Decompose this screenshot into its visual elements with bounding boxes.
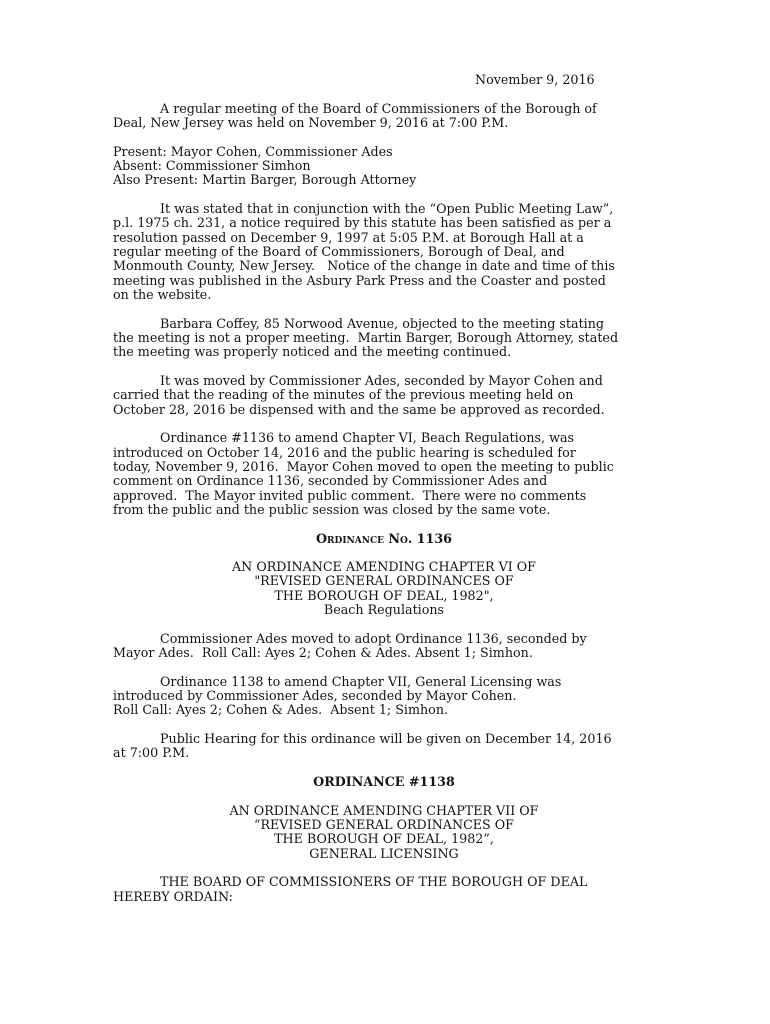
paragraph-line: Public Hearing for this ordinance will be given on December 14, 2016 [160, 731, 612, 747]
title-line: GENERAL LICENSING [309, 845, 459, 861]
paragraph-line: THE BOARD OF COMMISSIONERS OF THE BOROUGH OF DEAL [160, 874, 588, 890]
paragraph-line: meeting was published in the Asbury Park Press and the Coaster and posted [113, 272, 606, 288]
absent-line: Absent: Commissioner Simhon [113, 157, 311, 173]
paragraph-line: introduced by Commissioner Ades, seconded by Mayor Cohen. [113, 688, 517, 704]
ordinance-1136-hearing-paragraph [113, 431, 655, 517]
paragraph-line: Monmouth County, New Jersey. Notice of the change in date and time of this [113, 258, 615, 274]
paragraph-line: carried that the reading of the minutes of the previous meeting held on [113, 387, 574, 403]
heading-line: Ordinance No. 1136 [315, 530, 452, 546]
title-line: THE BOROUGH OF DEAL, 1982”, [274, 831, 494, 847]
paragraph-line: Roll Call: Ayes 2; Cohen & Ades. Absent 1; Simhon. [113, 702, 449, 718]
date-line: November 9, 2016 [475, 72, 595, 87]
paragraph-line: the meeting is not a proper meeting. Martin Barger, Borough Attorney, stated [113, 329, 619, 345]
ordinance-1136-title [113, 560, 655, 617]
paragraph-line: It was stated that in conjunction with the “Open Public Meeting Law”, [160, 200, 614, 216]
paragraph-line: A regular meeting of the Board of Commissioners of the Borough of [160, 100, 597, 116]
ordinance-1136-heading [113, 532, 655, 546]
title-line: Beach Regulations [323, 602, 445, 618]
paragraph-line: It was moved by Commissioner Ades, seconded by Mayor Cohen and [160, 372, 603, 388]
heading-line: ORDINANCE #1138 [313, 774, 455, 790]
ordinance-1138-heading [113, 775, 655, 789]
paragraph-line: approved. The Mayor invited public comment. There were no comments [113, 487, 587, 503]
paragraph-line: HEREBY ORDAIN: [113, 888, 233, 904]
ordain-paragraph [113, 875, 655, 904]
ordinance-1138-introduction-paragraph [113, 675, 655, 718]
paragraph-line: p.l. 1975 ch. 231, a notice required by this statute has been satisfied as per a [113, 215, 612, 231]
ordinance-1136-adoption-paragraph [113, 632, 655, 661]
paragraph-line: resolution passed on December 9, 1997 at 5:05 P.M. at Borough Hall at a [113, 229, 584, 245]
paragraph-line: regular meeting of the Board of Commissioners, Borough of Deal, and [113, 243, 565, 259]
paragraph-line: at 7:00 P.M. [113, 745, 190, 761]
paragraph-line: on the website. [113, 286, 212, 302]
public-notice-paragraph [113, 202, 655, 302]
ordinance-1138-hearing-paragraph [113, 732, 655, 761]
paragraph-line: from the public and the public session was closed by the same vote. [113, 501, 551, 517]
paragraph-line: Mayor Ades. Roll Call: Ayes 2; Cohen & Ades. Absent 1; Simhon. [113, 645, 533, 661]
title-line: “REVISED GENERAL ORDINANCES OF [254, 817, 514, 833]
paragraph-line: Barbara Coffey, 85 Norwood Avenue, objected to the meeting stating [160, 315, 605, 331]
opening-paragraph [113, 102, 655, 131]
paragraph-line: Ordinance 1138 to amend Chapter VII, General Licensing was [160, 673, 562, 689]
paragraph-line: the meeting was properly noticed and the meeting continued. [113, 344, 512, 360]
paragraph-line: October 28, 2016 be dispensed with and the same be approved as recorded. [113, 401, 605, 417]
present-line: Present: Mayor Cohen, Commissioner Ades [113, 143, 393, 159]
meeting-date [113, 73, 655, 87]
paragraph-line: Ordinance #1136 to amend Chapter VI, Beach Regulations, was [160, 430, 575, 446]
meeting-minutes [113, 73, 655, 904]
paragraph-line: today, November 9, 2016. Mayor Cohen moved to open the meeting to public [113, 458, 614, 474]
paragraph-line: comment on Ordinance 1136, seconded by Commissioner Ades and [113, 473, 548, 489]
title-line: THE BOROUGH OF DEAL, 1982", [274, 587, 494, 603]
attendance-list [113, 145, 655, 188]
minutes-approval-paragraph [113, 374, 655, 417]
objection-paragraph [113, 317, 655, 360]
title-line: AN ORDINANCE AMENDING CHAPTER VII OF [229, 802, 539, 818]
title-line: "REVISED GENERAL ORDINANCES OF [254, 573, 514, 589]
paragraph-line: Commissioner Ades moved to adopt Ordinance 1136, seconded by [160, 630, 587, 646]
title-line: AN ORDINANCE AMENDING CHAPTER VI OF [232, 559, 536, 575]
also-present-line: Also Present: Martin Barger, Borough Attorney [113, 172, 417, 188]
paragraph-line: Deal, New Jersey was held on November 9, 2016 at 7:00 P.M. [113, 114, 509, 130]
paragraph-line: introduced on October 14, 2016 and the public hearing is scheduled for [113, 444, 576, 460]
ordinance-1138-title [113, 804, 655, 861]
